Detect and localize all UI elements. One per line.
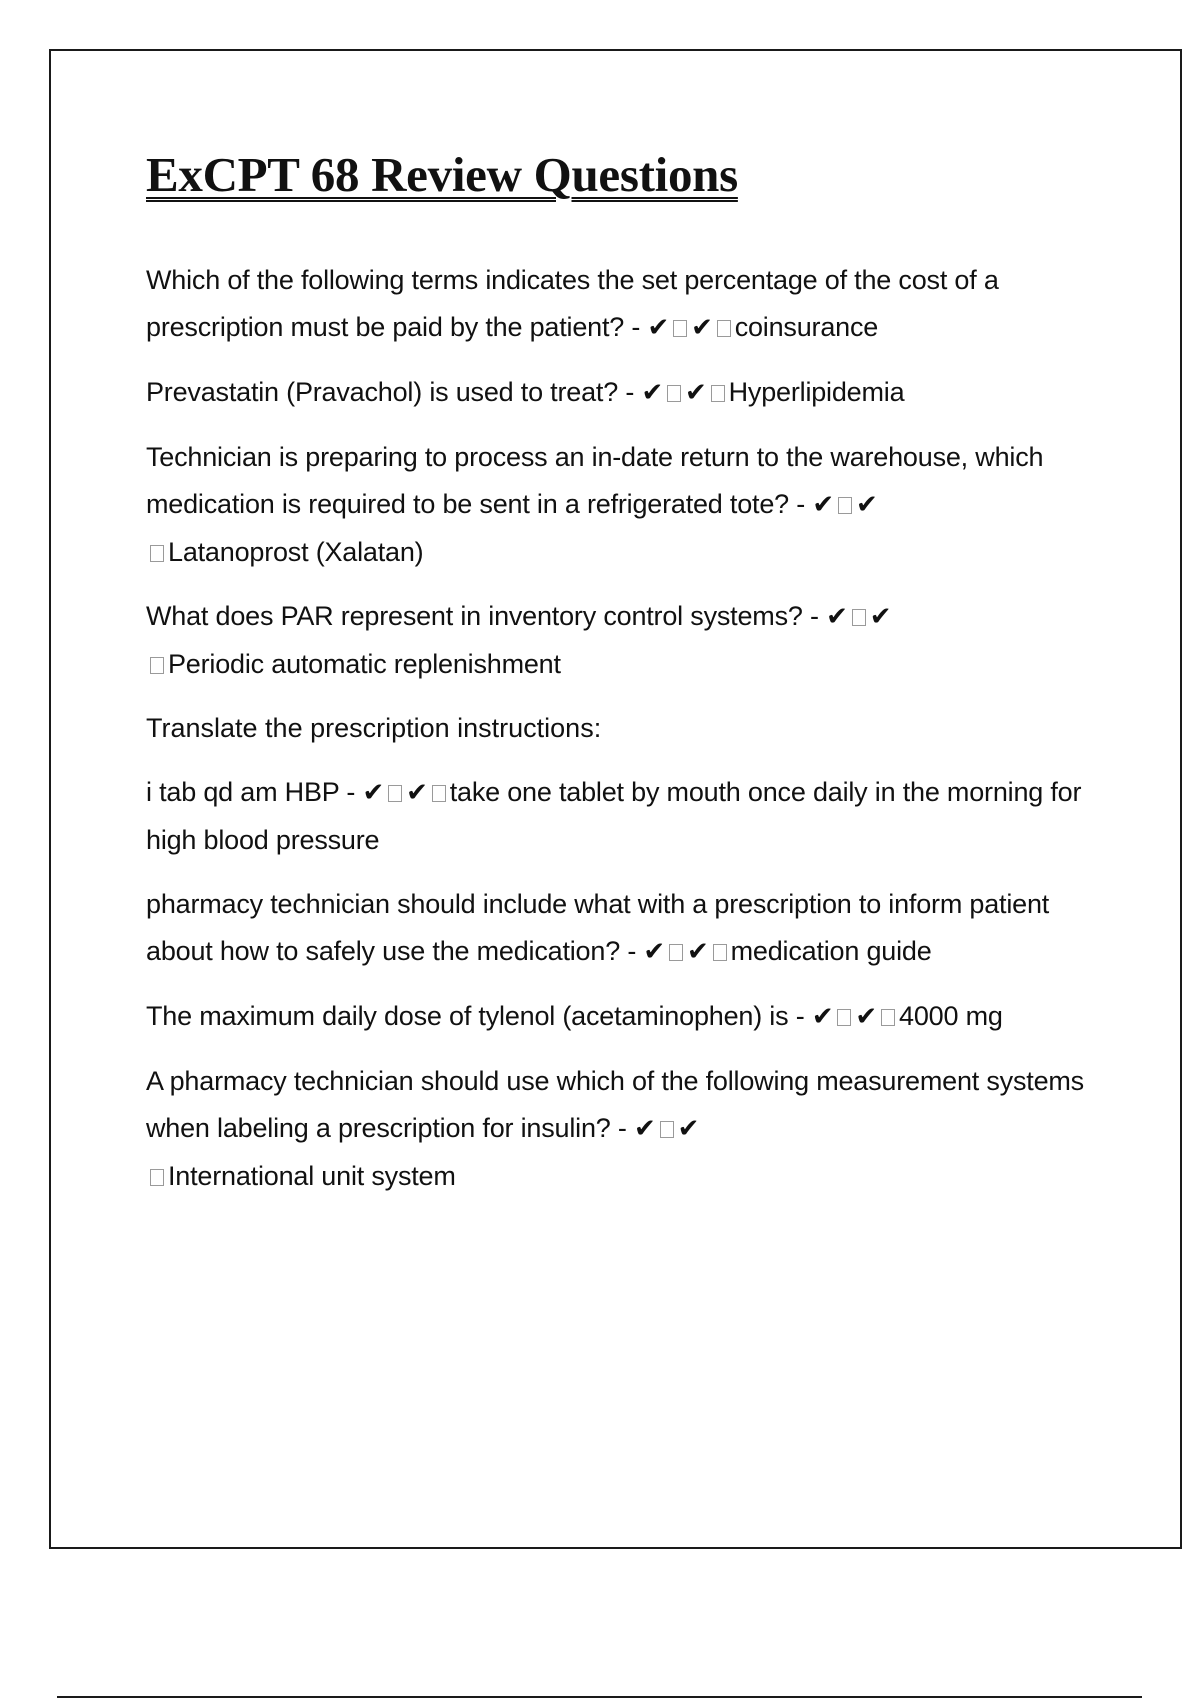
check-icon: ✔ — [811, 1002, 834, 1032]
answer-marker — [648, 312, 735, 342]
answer-separator: - — [788, 1001, 812, 1031]
empty-box-icon — [837, 1009, 851, 1026]
answer-text: Periodic automatic replenishment — [168, 649, 561, 679]
check-icon: ✔ — [687, 937, 709, 967]
footer-divider — [57, 1696, 1142, 1698]
section-heading: Translate the prescription instructions: — [146, 713, 602, 743]
answer-marker-continued — [146, 1161, 168, 1191]
answer-marker — [634, 1113, 699, 1143]
empty-box-icon — [717, 320, 731, 337]
check-icon: ✔ — [812, 490, 834, 520]
empty-box-icon — [838, 497, 852, 514]
answer-marker — [826, 601, 891, 631]
empty-box-icon — [713, 944, 727, 961]
answer-marker — [812, 489, 877, 519]
empty-box-icon — [432, 785, 446, 802]
question-text: pharmacy technician should include what with a prescription to inform patient about how to safely use the medication? — [146, 889, 1050, 966]
answer-marker — [363, 777, 450, 807]
answer-marker — [641, 377, 728, 407]
answer-marker-continued — [146, 649, 168, 679]
qa-item — [146, 434, 1096, 576]
empty-box-icon — [711, 385, 725, 402]
empty-box-icon — [150, 1169, 164, 1186]
qa-item — [146, 1058, 1096, 1200]
check-icon: ✔ — [641, 378, 664, 408]
qa-list — [146, 257, 1096, 1200]
answer-text: take one tablet by mouth once daily in the morning for high blood pressure — [146, 777, 1082, 855]
check-icon: ✔ — [677, 1114, 700, 1144]
check-icon: ✔ — [643, 937, 666, 967]
check-icon: ✔ — [869, 602, 892, 632]
empty-box-icon — [667, 385, 681, 402]
answer-text: coinsurance — [734, 312, 879, 342]
question-text: i tab qd am HBP — [146, 777, 340, 807]
answer-separator: - — [620, 936, 644, 966]
empty-box-icon — [852, 609, 866, 626]
answer-text: Hyperlipidemia — [728, 377, 905, 407]
answer-separator: - — [618, 377, 642, 407]
empty-box-icon — [881, 1009, 895, 1026]
empty-box-icon — [669, 944, 683, 961]
empty-box-icon — [150, 657, 164, 674]
question-text: The maximum daily dose of tylenol (acetaminophen) is — [146, 1001, 789, 1031]
document-body — [146, 145, 1096, 1217]
document-title: ExCPT 68 Review Questions — [146, 147, 738, 202]
check-icon: ✔ — [826, 602, 848, 632]
empty-box-icon — [388, 785, 402, 802]
check-icon: ✔ — [691, 313, 713, 343]
qa-item — [146, 881, 1096, 976]
check-icon: ✔ — [362, 778, 385, 808]
check-icon: ✔ — [855, 1002, 877, 1032]
qa-item — [146, 257, 1096, 352]
question-text: Prevastatin (Pravachol) is used to treat? — [146, 377, 619, 407]
qa-item — [146, 369, 1096, 417]
question-text: What does PAR represent in inventory control systems? — [146, 601, 803, 631]
answer-marker — [643, 936, 730, 966]
empty-box-icon — [673, 320, 687, 337]
answer-separator: - — [610, 1113, 634, 1143]
empty-box-icon — [660, 1121, 674, 1138]
answer-marker-continued — [146, 537, 168, 567]
qa-item — [146, 993, 1096, 1041]
qa-item — [146, 769, 1096, 864]
check-icon: ✔ — [855, 490, 878, 520]
answer-separator: - — [339, 777, 363, 807]
answer-text: Latanoprost (Xalatan) — [168, 537, 424, 567]
check-icon: ✔ — [406, 778, 428, 808]
question-text: A pharmacy technician should use which of the following measurement systems when labeling a prescription for insulin? — [146, 1066, 1084, 1143]
answer-text: medication guide — [730, 936, 932, 966]
question-text: Which of the following terms indicates the set percentage of the cost of a prescription must be paid by the patient? — [146, 265, 999, 342]
answer-separator: - — [624, 312, 648, 342]
empty-box-icon — [150, 545, 164, 562]
check-icon: ✔ — [647, 313, 670, 343]
check-icon: ✔ — [685, 378, 707, 408]
qa-item — [146, 593, 1096, 688]
answer-text: International unit system — [168, 1161, 456, 1191]
check-icon: ✔ — [633, 1114, 656, 1144]
answer-text: 4000 mg — [899, 1001, 1003, 1031]
answer-separator: - — [802, 601, 827, 631]
answer-marker — [812, 1001, 899, 1031]
question-text: Technician is preparing to process an in-date return to the warehouse, which medication is required to be sent in a refrigerated tote? — [146, 442, 1044, 519]
answer-separator: - — [788, 489, 813, 519]
